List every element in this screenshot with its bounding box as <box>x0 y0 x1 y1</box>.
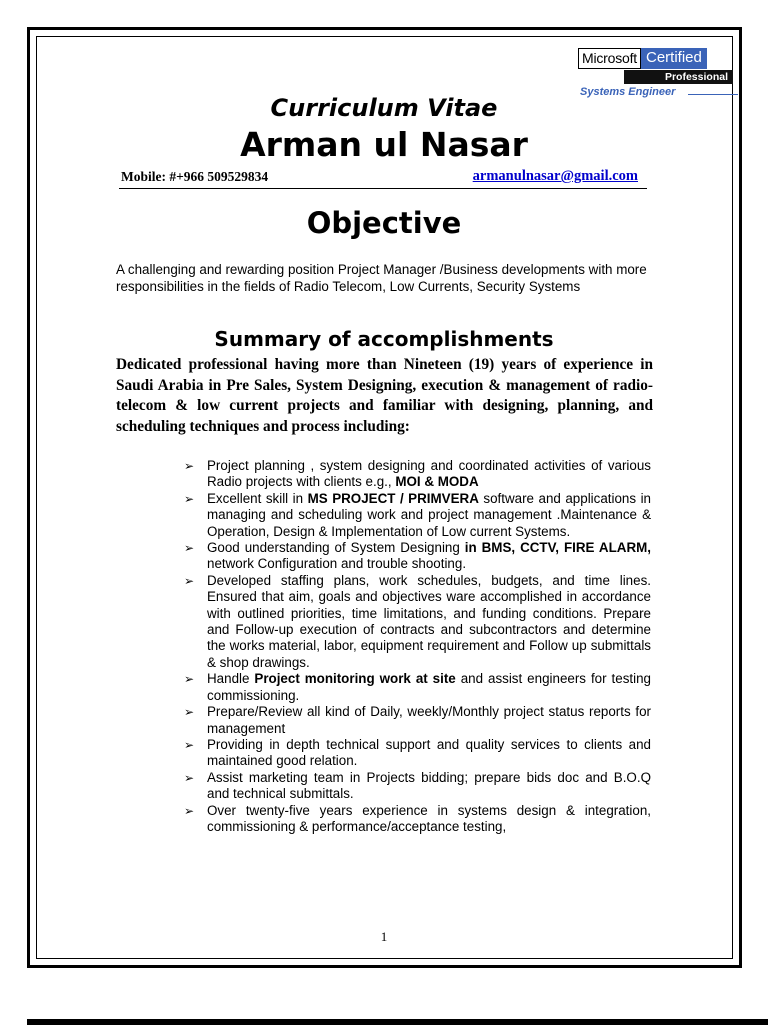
list-item-text: Handle <box>207 671 255 687</box>
list-item-text: software and applications in managing and scheduling work and project management .Maintenance & Operation, Design & Implementation of Low current Systems. <box>207 490 651 539</box>
list-item-text: Assist marketing team in Projects bidding; prepare bids doc and B.O.Q and technical submittals. <box>207 769 651 802</box>
mobile-number: Mobile: #+966 509529834 <box>121 169 269 184</box>
objective-heading: Objective <box>306 206 462 240</box>
list-item <box>184 770 651 803</box>
arrow-bullet-icon: ➢ <box>184 737 195 752</box>
logo-systems-engineer-text: Systems Engineer <box>580 86 676 98</box>
arrow-bullet-icon: ➢ <box>184 770 195 785</box>
summary-heading: Summary of accomplishments <box>214 327 554 351</box>
logo-microsoft-text: Microsoft <box>578 48 641 69</box>
candidate-name: Arman ul Nasar <box>240 125 528 164</box>
list-item-emphasis: MS PROJECT / PRIMVERA <box>307 490 479 506</box>
list-item <box>184 573 651 671</box>
list-item <box>184 491 651 540</box>
arrow-bullet-icon: ➢ <box>184 672 195 687</box>
list-item <box>184 737 651 770</box>
logo-certified-text: Certified <box>641 48 707 69</box>
arrow-bullet-icon: ➢ <box>184 491 195 506</box>
list-item-text: Developed staffing plans, work schedules, budgets, and time lines. Ensured that aim, goals and objectives ware accomplished in accordance with outlined priorities, time limitations, and funding conditions. Prepare and Follow-up execution of contracts and subcontractors and determine the works material, labor, equipment requirement and Follow up submittals & shop drawings. <box>207 572 651 670</box>
arrow-bullet-icon: ➢ <box>184 705 195 720</box>
list-item <box>184 458 651 491</box>
objective-text: A challenging and rewarding position Project Manager /Business developments with more responsibilities in the fields of Radio Telecom, Low Currents, Security Systems <box>116 262 647 294</box>
list-item-text: Providing in depth technical support and quality services to clients and maintained good relation. <box>207 736 651 769</box>
list-item-text: Project planning , system designing and coordinated activities of various Radio projects with clients e.g., <box>207 458 651 490</box>
arrow-bullet-icon: ➢ <box>184 459 195 473</box>
list-item-text: Excellent skill in <box>207 490 308 506</box>
arrow-bullet-icon: ➢ <box>184 803 195 818</box>
list-item-text: Prepare/Review all kind of Daily, weekly/Monthly project status reports for management <box>207 704 651 736</box>
summary-text: Dedicated professional having more than Nineteen (19) years of experience in Saudi Arabia in Pre Sales, System Designing, execution & management of radio-telecom & low current projects and familiar with designing, planning, and scheduling techniques and process including: <box>116 356 653 435</box>
list-item-emphasis: Project monitoring work at site <box>254 671 456 687</box>
list-item-text: Good understanding of System Designing <box>207 540 465 556</box>
page-number: 1 <box>380 929 388 944</box>
cv-title: Curriculum Vitae <box>270 94 498 122</box>
accomplishments-list <box>184 458 651 835</box>
list-item <box>184 540 651 573</box>
list-item-text: Over twenty-five years experience in systems design & integration, commissioning & performance/acceptance testing, <box>207 802 651 834</box>
list-item-text: and assist engineers for testing commissioning. <box>207 671 651 703</box>
list-item <box>184 671 651 704</box>
list-item-emphasis: MOI & MODA <box>395 474 479 490</box>
list-item <box>184 704 651 737</box>
email-link[interactable]: armanulnasar@gmail.com <box>472 168 638 184</box>
logo-professional-text: Professional <box>624 70 733 84</box>
list-item-text: network Configuration and trouble shooting. <box>207 556 467 572</box>
next-page-edge <box>27 1019 768 1025</box>
list-item-emphasis: in BMS, CCTV, FIRE ALARM, <box>464 540 651 556</box>
contact-row <box>119 168 647 189</box>
arrow-bullet-icon: ➢ <box>184 573 195 588</box>
arrow-bullet-icon: ➢ <box>184 541 195 556</box>
list-item <box>184 803 651 836</box>
